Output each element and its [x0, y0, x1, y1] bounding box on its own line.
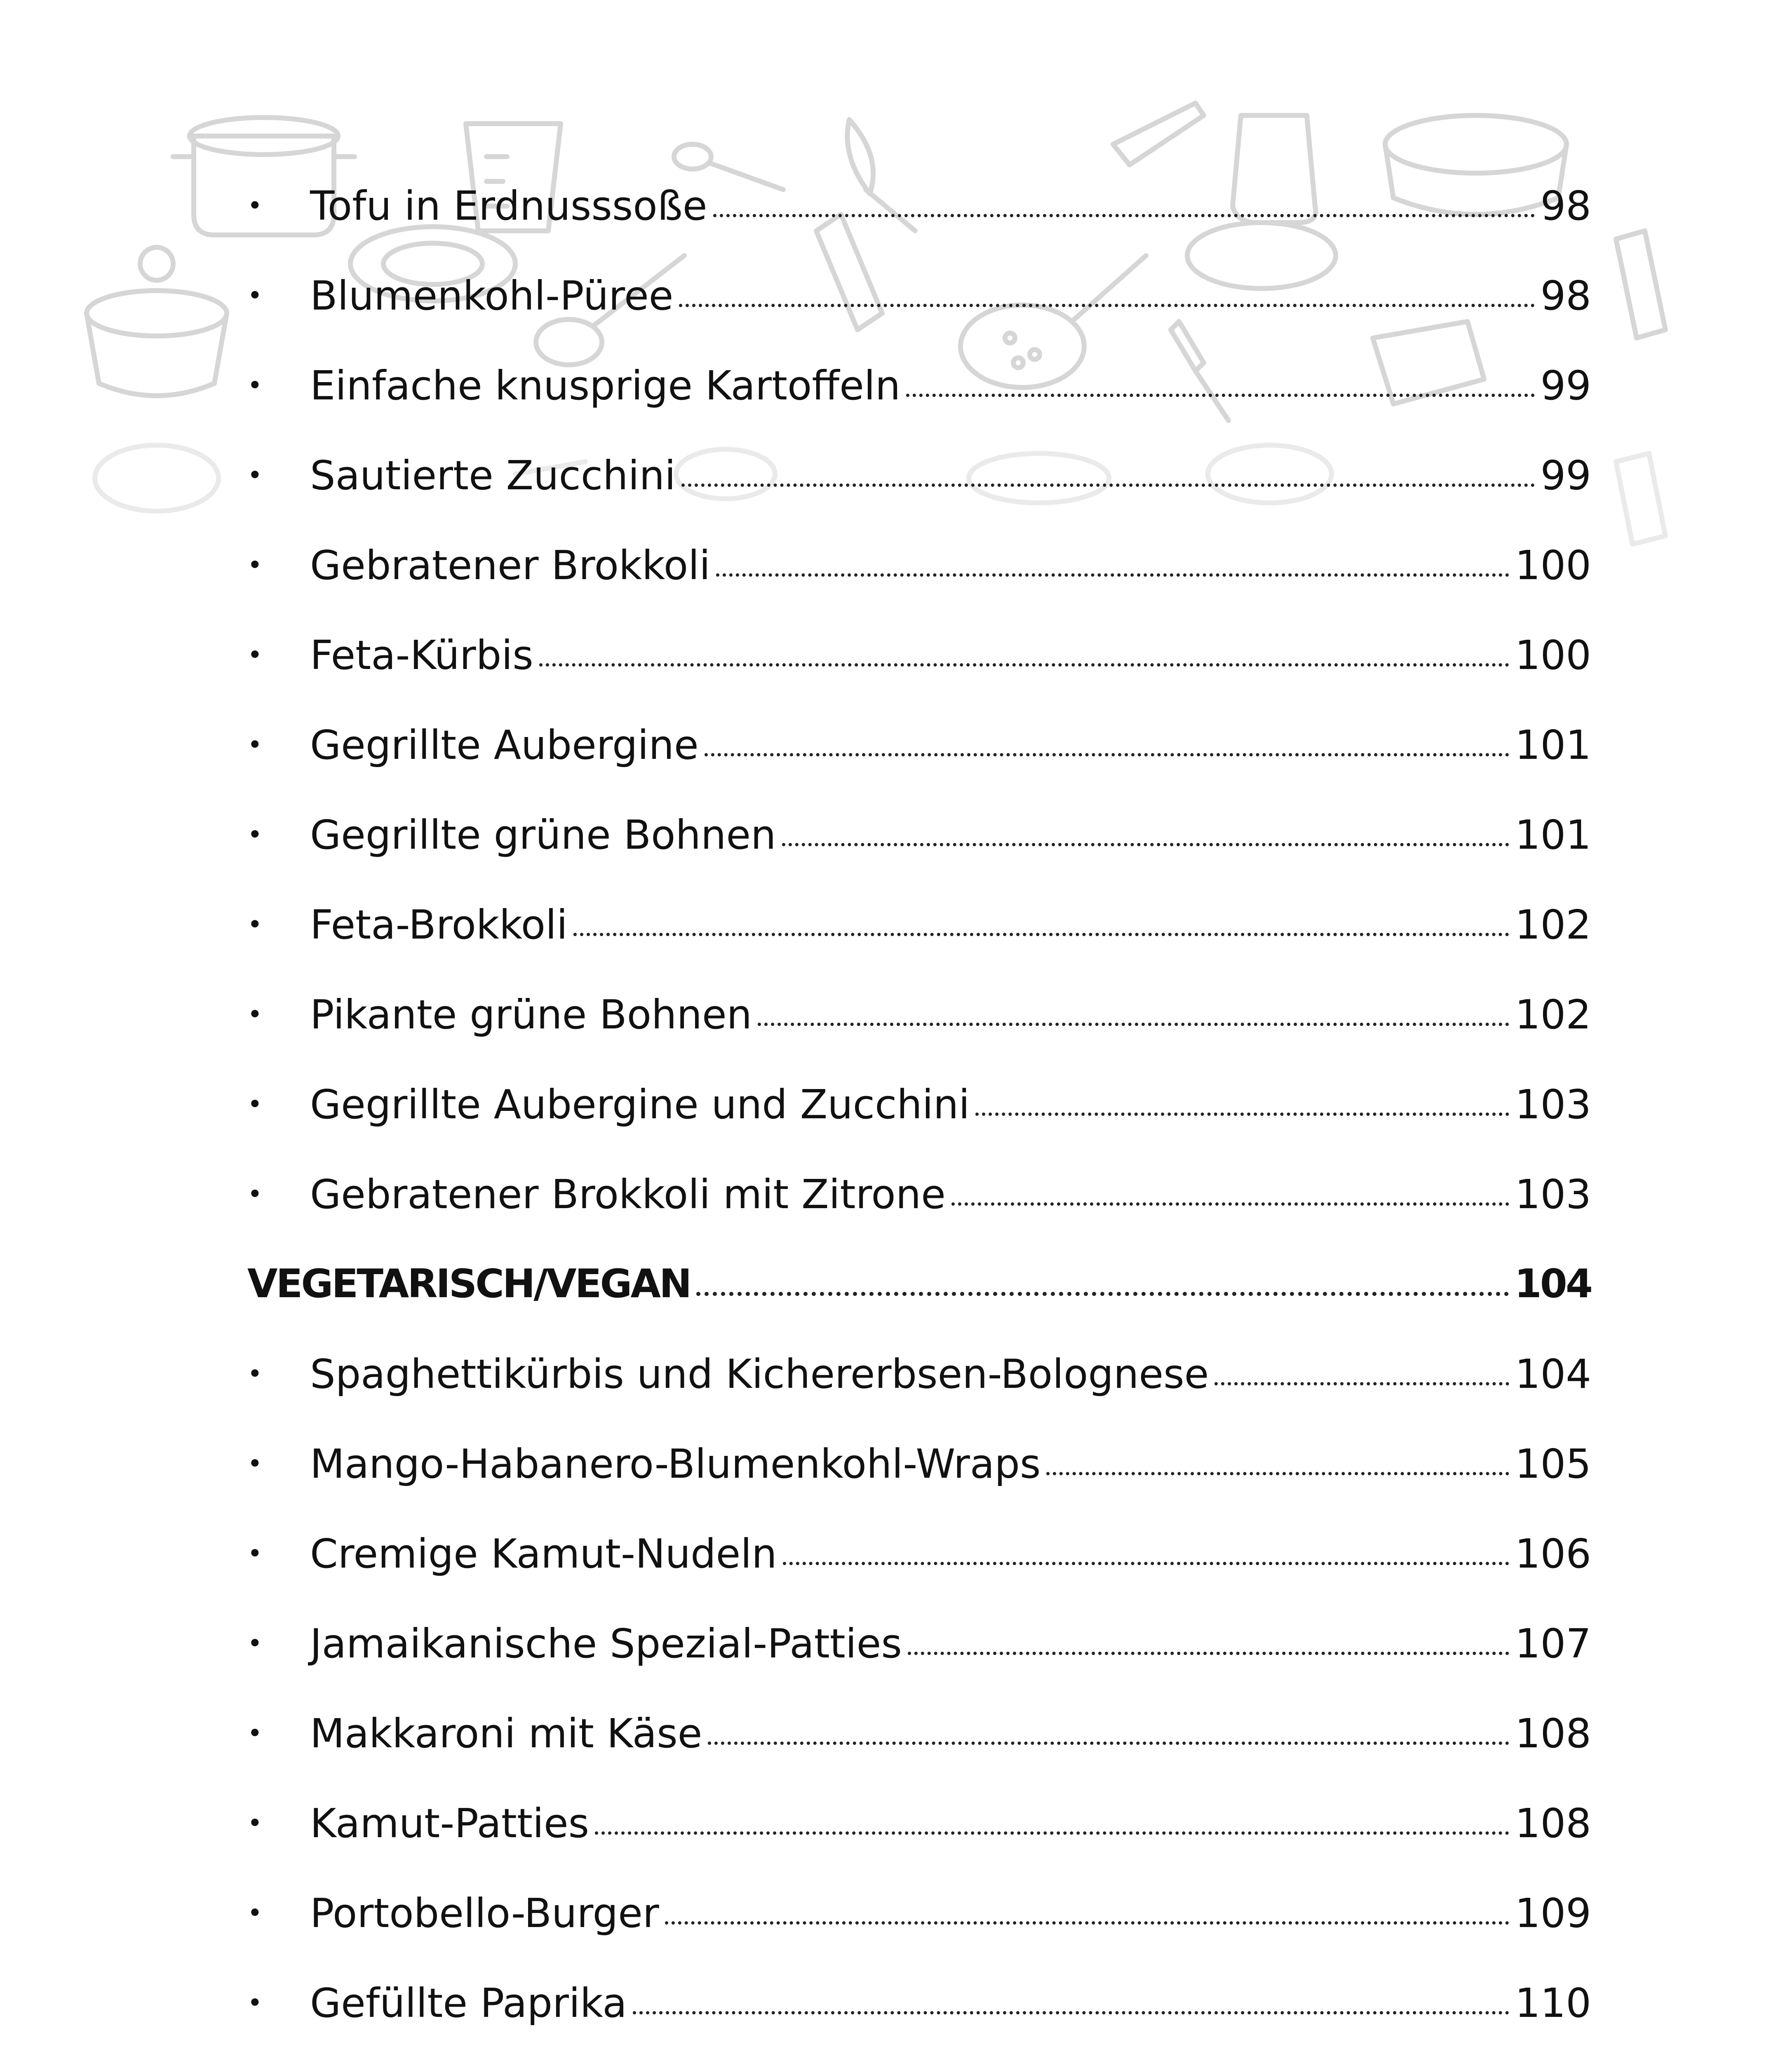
dot-leader: [951, 1202, 1509, 1206]
toc-entry-title: Makkaroni mit Käse: [310, 1710, 702, 1757]
toc-entry-title: Gegrillte Aubergine: [310, 721, 699, 768]
toc-entry-title: Gegrillte Aubergine und Zucchini: [310, 1081, 970, 1128]
bullet-icon: •: [247, 1359, 263, 1389]
toc-entry-title: Gebratener Brokkoli mit Zitrone: [310, 1171, 946, 1218]
bullet-icon: •: [247, 1718, 263, 1748]
toc-entry-title: Blumenkohl-Püree: [310, 272, 674, 319]
toc-entry[interactable]: [247, 880, 1591, 969]
toc-entry[interactable]: [247, 1419, 1591, 1509]
bullet-icon: •: [247, 999, 263, 1029]
dot-leader: [975, 1112, 1509, 1116]
toc-entry-title: Feta-Brokkoli: [310, 901, 568, 948]
toc-entry-title: Gebratener Brokkoli: [310, 542, 711, 589]
toc-entry-page: 99: [1540, 452, 1591, 499]
dot-leader: [713, 214, 1535, 217]
bullet-icon: •: [247, 730, 263, 760]
bullet-icon: •: [247, 460, 263, 490]
dot-leader: [716, 573, 1509, 577]
toc-entry-page: 105: [1515, 1440, 1591, 1487]
toc-entry-page: 98: [1540, 182, 1591, 229]
bullet-icon: •: [247, 909, 263, 939]
dot-leader: [633, 2011, 1509, 2014]
dot-leader: [783, 1561, 1509, 1565]
toc-entry[interactable]: [247, 1688, 1591, 1778]
toc-entry-title: Kamut-Patties: [310, 1800, 590, 1847]
toc-entry-page: 109: [1515, 1890, 1591, 1937]
dot-leader: [1046, 1472, 1509, 1475]
dot-leader: [539, 663, 1509, 667]
toc-entry-page: 102: [1515, 901, 1591, 948]
toc-entry-page: 108: [1515, 1800, 1591, 1847]
dot-leader: [782, 843, 1509, 846]
dot-leader: [696, 1291, 1509, 1296]
toc-entry[interactable]: [247, 2048, 1591, 2061]
bullet-icon: •: [247, 1538, 263, 1568]
toc-entry-page: 103: [1515, 1171, 1591, 1218]
bullet-icon: •: [247, 1179, 263, 1209]
toc-entry-title: Gegrillte grüne Bohnen: [310, 811, 776, 858]
bullet-icon: •: [247, 280, 263, 310]
bullet-icon: •: [247, 1898, 263, 1928]
toc-entry[interactable]: [247, 520, 1591, 610]
toc-entry-title: Mango-Habanero-Blumenkohl-Wraps: [310, 1440, 1041, 1487]
toc-entry[interactable]: [247, 1958, 1591, 2048]
dot-leader: [573, 932, 1509, 936]
grater-icon: [1616, 231, 1665, 338]
bullet-icon: •: [247, 550, 263, 580]
toc-entry-page: 110: [1515, 1979, 1591, 2026]
toc-entry-page: 99: [1540, 362, 1591, 409]
dot-leader: [595, 1831, 1509, 1835]
toc-entry[interactable]: [247, 1599, 1591, 1688]
toc-entry-title: Feta-Kürbis: [310, 631, 533, 678]
dot-leader: [679, 303, 1534, 307]
toc-entry-title: Jamaikanische Spezial-Patties: [310, 1620, 902, 1667]
dot-leader: [705, 753, 1509, 756]
dot-leader: [906, 393, 1534, 397]
bullet-icon: •: [247, 190, 263, 221]
toc-section-heading[interactable]: [247, 1239, 1591, 1329]
toc-entry-title: Sautierte Zucchini: [310, 452, 676, 499]
toc-entry[interactable]: [247, 1149, 1591, 1239]
dot-leader: [908, 1651, 1509, 1655]
dot-leader: [708, 1741, 1509, 1745]
toc-entry[interactable]: [247, 1778, 1591, 1868]
toc-entry[interactable]: [247, 790, 1591, 880]
toc-entry-title: Portobello-Burger: [310, 1890, 659, 1937]
section-title: VEGETARISCH/VEGAN: [247, 1261, 690, 1307]
bullet-icon: •: [247, 640, 263, 670]
toc-entry[interactable]: [247, 1868, 1591, 1958]
dot-leader: [758, 1022, 1509, 1026]
table-of-contents: [247, 161, 1591, 2061]
bullet-icon: •: [247, 1089, 263, 1119]
toc-entry[interactable]: [247, 610, 1591, 700]
toc-entry[interactable]: [247, 161, 1591, 251]
bullet-icon: •: [247, 1628, 263, 1658]
toc-entry-page: 101: [1515, 721, 1591, 768]
toc-entry-page: 100: [1515, 631, 1591, 678]
section-page: 104: [1514, 1261, 1591, 1307]
bullet-icon: •: [247, 819, 263, 850]
toc-entry-page: 103: [1515, 1081, 1591, 1128]
toc-entry-title: Tofu in Erdnusssoße: [310, 182, 707, 229]
bullet-icon: •: [247, 1448, 263, 1479]
toc-entry[interactable]: [247, 1059, 1591, 1149]
bullet-icon: •: [247, 370, 263, 400]
toc-entry-page: 102: [1515, 991, 1591, 1038]
knife-icon: [1113, 103, 1204, 165]
toc-entry-page: 100: [1515, 542, 1591, 589]
toc-entry[interactable]: [247, 340, 1591, 430]
toc-entry-page: 107: [1515, 1620, 1591, 1667]
toc-entry-page: 104: [1515, 1350, 1591, 1397]
dot-leader: [1214, 1382, 1509, 1385]
dot-leader: [665, 1921, 1509, 1925]
bullet-icon: •: [247, 1988, 263, 2018]
toc-entry[interactable]: [247, 700, 1591, 790]
toc-entry[interactable]: [247, 1329, 1591, 1419]
toc-entry-page: 101: [1515, 811, 1591, 858]
dot-leader: [681, 483, 1535, 487]
toc-entry[interactable]: [247, 969, 1591, 1059]
toc-entry-title: Cremige Kamut-Nudeln: [310, 1530, 777, 1577]
toc-entry-title: Pikante grüne Bohnen: [310, 991, 752, 1038]
toc-entry-title: Spaghettikürbis und Kichererbsen-Bolognese: [310, 1350, 1209, 1397]
toc-entry[interactable]: [247, 251, 1591, 340]
toc-entry[interactable]: [247, 430, 1591, 520]
toc-entry-title: Einfache knusprige Kartoffeln: [310, 362, 901, 409]
lidded-pot-icon: [87, 247, 227, 396]
toc-entry-page: 98: [1540, 272, 1591, 319]
toc-entry-page: 108: [1515, 1710, 1591, 1757]
toc-entry-page: 106: [1515, 1530, 1591, 1577]
bullet-icon: •: [247, 1808, 263, 1838]
toc-entry-title: Gefüllte Paprika: [310, 1979, 627, 2026]
toc-entry[interactable]: [247, 1509, 1591, 1599]
